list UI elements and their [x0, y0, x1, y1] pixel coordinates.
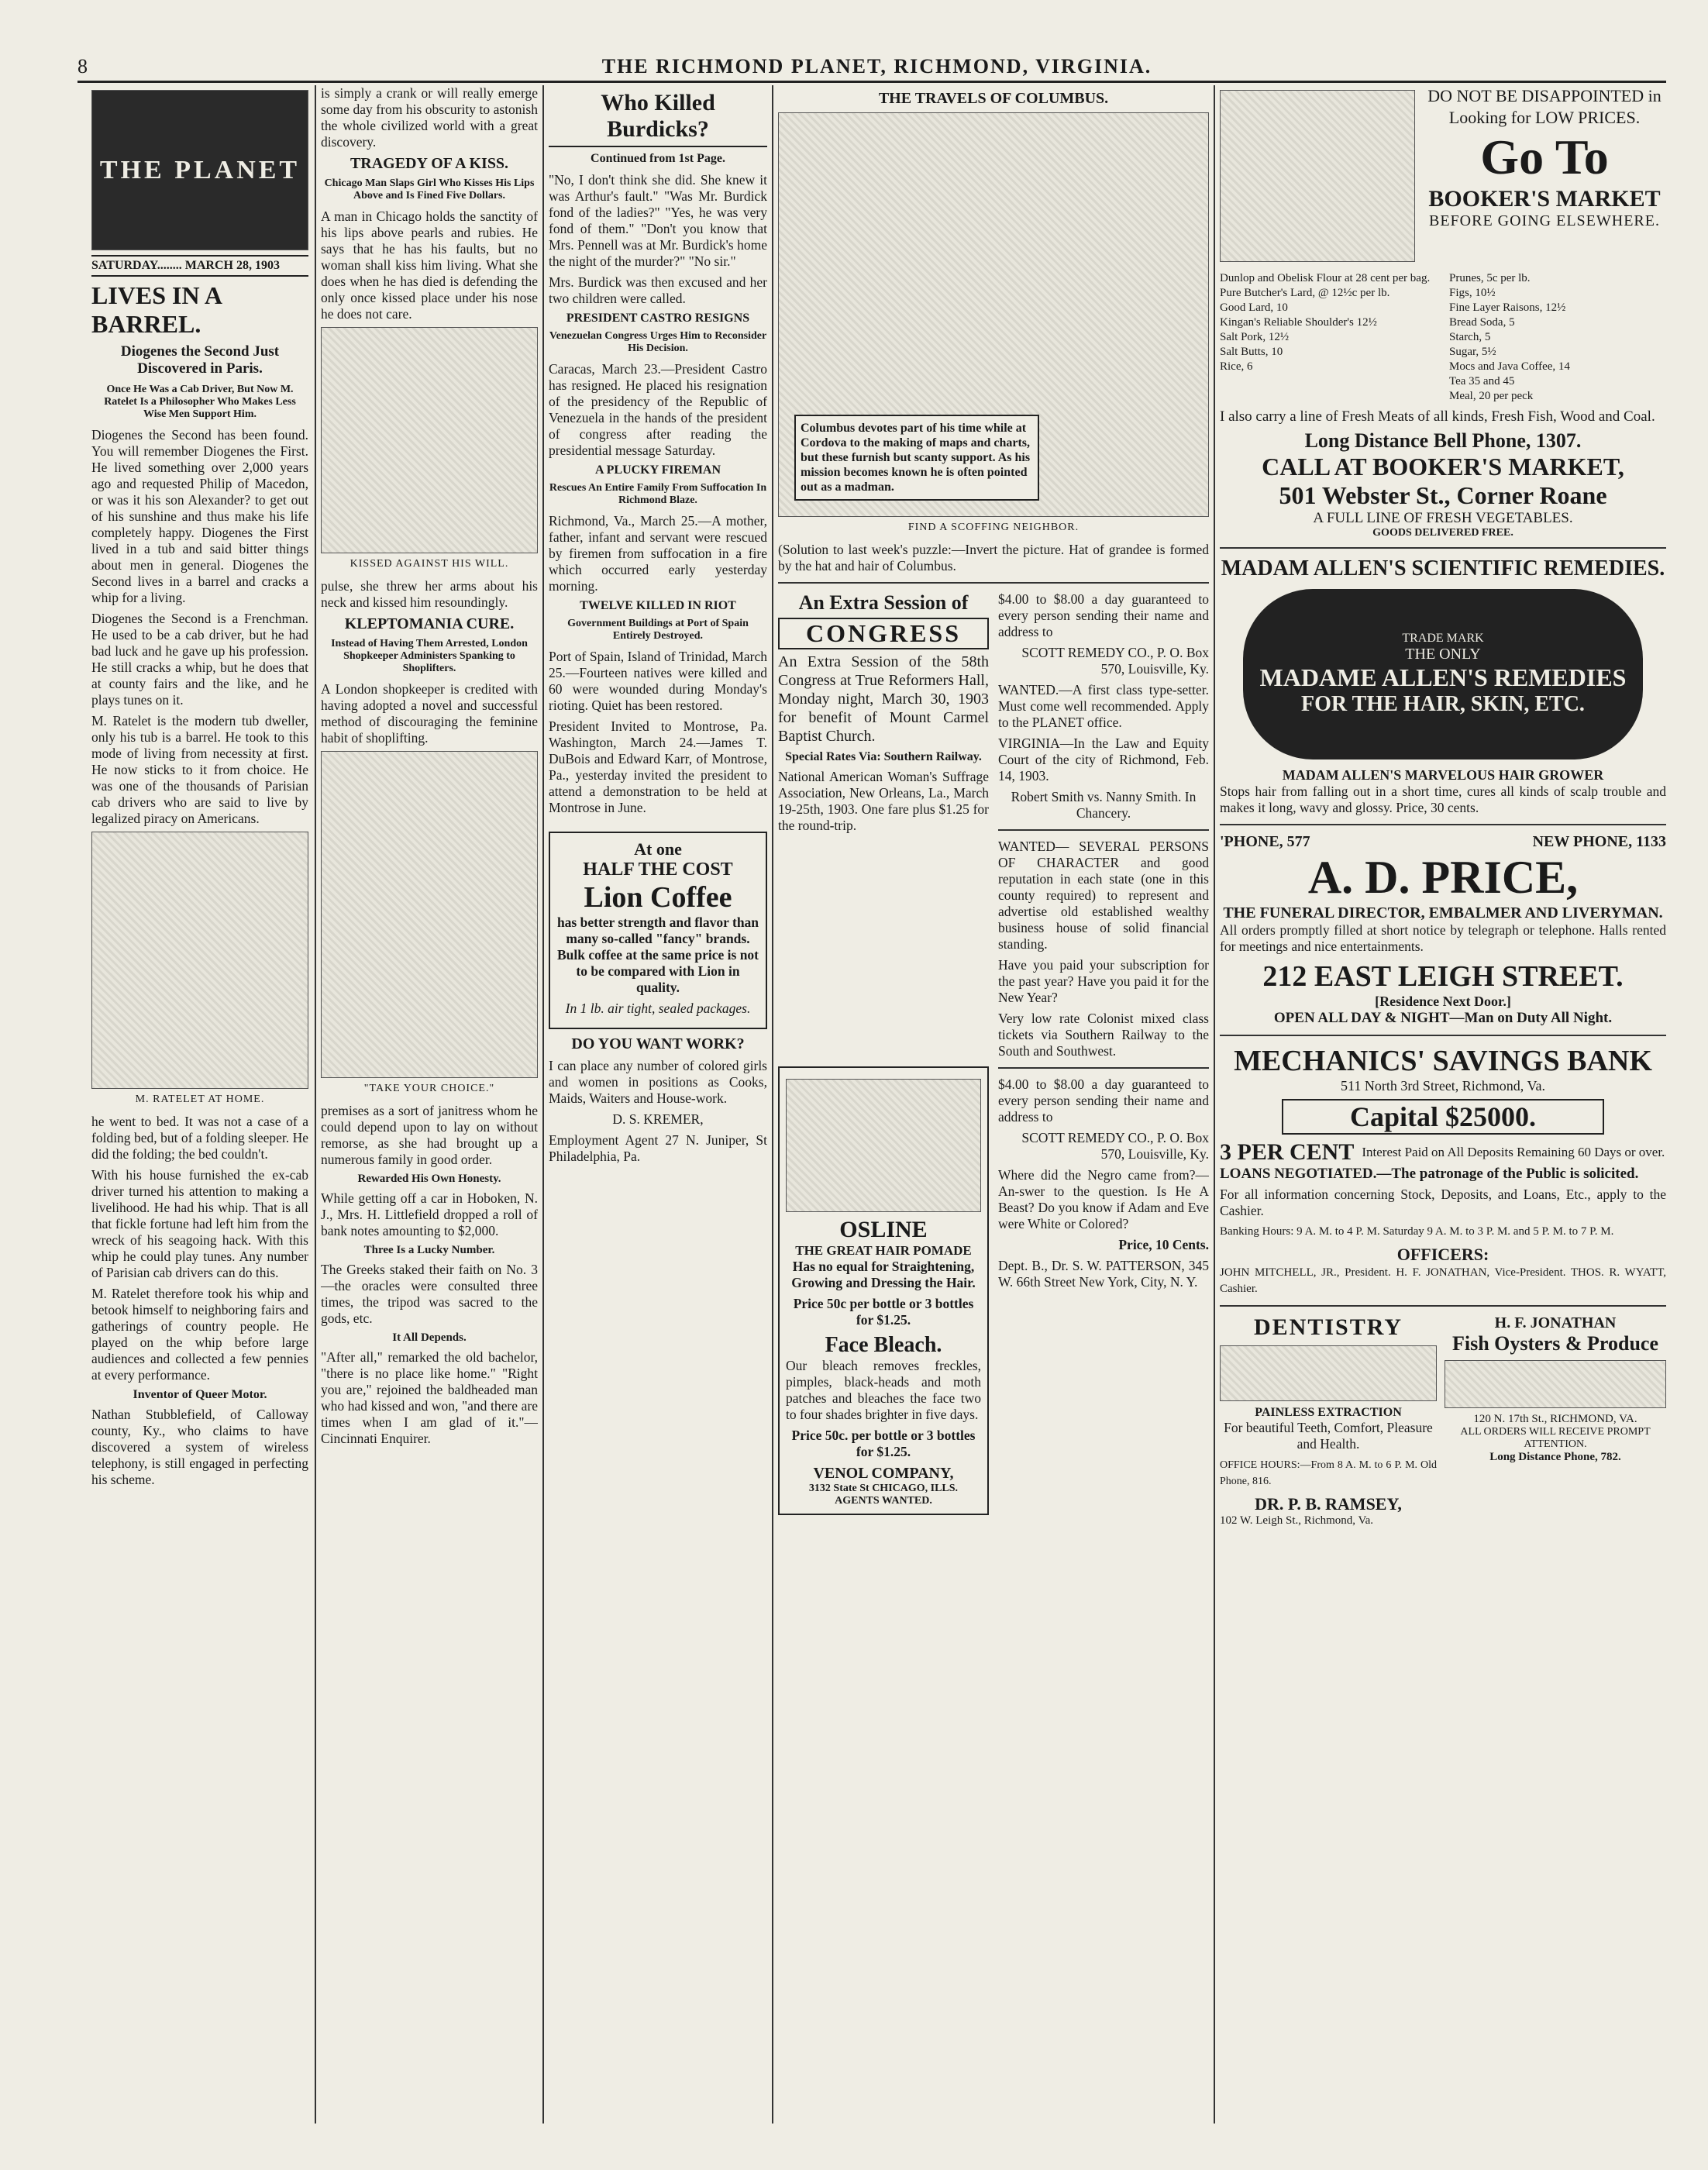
- wanted-pay-2: $4.00 to $8.00 a day guaranteed to every person sending their name and address to: [998, 1076, 1209, 1125]
- funeral-director: THE FUNERAL DIRECTOR, EMBALMER AND LIVERYMAN.: [1223, 904, 1663, 921]
- masthead: [77, 53, 1666, 83]
- puzzle-solution: (Solution to last week's puzzle:—Invert the picture. Hat of grandee is formed by the hat and hair of Columbus.: [778, 542, 1209, 574]
- residence-note: [Residence Next Door.]: [1375, 994, 1511, 1009]
- column-4-lower: [778, 591, 989, 1521]
- column-6-7: [1220, 85, 1666, 2124]
- column-rule: [1214, 85, 1215, 2124]
- work-heading: DO YOU WANT WORK?: [571, 1035, 745, 1052]
- illustration-caption: "TAKE YOUR CHOICE.": [363, 1083, 495, 1094]
- article-para: With his house furnished the ex-cab driver turned his attention to making a livelihood. He had his whip. That is all that fickle fortune had left him from the wreck of his seagoing hack. With this whip he could play tunes. Any number of Parisian cab drivers can do this.: [91, 1167, 308, 1280]
- special-rates-heading: Special Rates Via: Southern Railway.: [785, 750, 982, 763]
- planet-logo: THE PLANET: [91, 90, 308, 250]
- heading-honesty: Rewarded His Own Honesty.: [357, 1173, 501, 1185]
- article-para: Mrs. Burdick was then excused and her two children were called.: [549, 274, 767, 306]
- fish-ad: H. F. JONATHAN Fish Oysters & Produce 120 N. 17th St., RICHMOND, VA. ALL ORDERS WILL RECEIVE PROMPT ATTENTION. Long Distance Phone, 782.: [1445, 1314, 1666, 1528]
- virginia-notice: VIRGINIA—In the Law and Equity Court of the city of Richmond, Feb. 14, 1903.: [998, 735, 1209, 784]
- booker-ad-top: DO NOT BE DISAPPOINTED in Looking for LOW PRICES. Go To BOOKER'S MARKET BEFORE GOING ELSEWHERE.: [1220, 85, 1666, 267]
- dentistry-ad: DENTISTRY PAINLESS EXTRACTION For beautiful Teeth, Comfort, Pleasure and Health. OFFICE HOURS:—From 8 A. M. to 6 P. M. Old Phone, 816. DR. P. B. RAMSEY, 102 W. Leigh St., Richmond, Va.: [1220, 1314, 1437, 1527]
- subscribe-notice: Have you paid your subscription for the past year? Have you paid it for the New Year?: [998, 957, 1209, 1005]
- cartoon-title: THE TRAVELS OF COLUMBUS.: [878, 90, 1109, 107]
- scott-remedy: SCOTT REMEDY CO., P. O. Box 570, Louisville, Ky.: [1021, 645, 1209, 677]
- work-signature: D. S. KREMER,: [612, 1111, 704, 1127]
- article-para: Richmond, Va., March 25.—A mother, father, infant and servant were rescued by firemen from suffocation in a fire which occurred early yesterday morning.: [549, 513, 767, 594]
- allen-trademark-emblem: TRADE MARK THE ONLY MADAME ALLEN'S REMEDIES FOR THE HAIR, SKIN, ETC.: [1243, 589, 1643, 760]
- hair-grower-heading: MADAM ALLEN'S MARVELOUS HAIR GROWER: [1282, 767, 1604, 783]
- columbus-cartoon: [778, 112, 1209, 517]
- price-orders: All orders promptly filled at short notice by telegraph or telephone. Halls rented for meetings and nice entertainments.: [1220, 922, 1666, 954]
- special-rates-text: National American Woman's Suffrage Association, New Orleans, La., March 19-25th, 1903. One fare plus $1.25 for the round-trip.: [778, 769, 989, 833]
- call-at-booker: CALL AT BOOKER'S MARKET,: [1262, 453, 1624, 480]
- officers-heading: OFFICERS:: [1396, 1245, 1489, 1264]
- hair-grower-text: Stops hair from falling out in a short time, cures all kinds of scalp trouble and makes it long, wavy and glossy. Price, 30 cents.: [1220, 784, 1666, 815]
- article-para: While getting off a car in Hoboken, N. J., Mrs. H. Littlefield dropped a roll of bank notes amounting to $2,000.: [321, 1190, 538, 1238]
- wanted-pay: $4.00 to $8.00 a day guaranteed to every person sending their name and address to: [998, 591, 1209, 639]
- lion-coffee-name: Lion Coffee: [584, 881, 732, 914]
- booker-phone: Long Distance Bell Phone, 1307.: [1304, 429, 1582, 452]
- article-para: Diogenes the Second is a Frenchman. He used to be a cab driver, but he had bad luck and he gave up his profession. He still cracks a whip, but he does that at county fairs and the like, and he plays tunes on it.: [91, 611, 308, 708]
- article-para: he went to bed. It was not a case of a folding bed, but of a folding sleeper. He did the folding; the bed couldn't.: [91, 1114, 308, 1162]
- negro-price: Price, 10 Cents.: [1118, 1237, 1209, 1252]
- bank-address: 511 North 3rd Street, Richmond, Va.: [1341, 1078, 1545, 1094]
- article-para: Diogenes the Second has been found. You will remember Diogenes the First. He lived something over 2,000 years ago and requested Philip of Macedon, or was it his son Alexander? to get out of his sunshine and thus make his life completely happy. Diogenes the First lived in a tub and said bitter things about men in general. Diogenes the Second lives in a barrel and cracks a whip for a living.: [91, 427, 308, 605]
- headline-kleptomania: KLEPTOMANIA CURE.: [344, 615, 515, 632]
- congress-banner: CONGRESS: [778, 618, 989, 649]
- article-para: M. Ratelet therefore took his whip and betook himself to neighboring fairs and gatherings of country people. He played on the whip before large audiences and collected a few pennies at every performance.: [91, 1286, 308, 1383]
- article-para: "No, I don't think she did. She knew it was Arthur's fault." "Was Mr. Burdick fond of the ladies?" "Yes, he was very fond of them." "Don't you know that Mrs. Pennell was at Mr. Burdick's home the night of the murder?" "No sir.": [549, 172, 767, 269]
- column-5-lower: [998, 591, 1209, 1521]
- subhead-kleptomania: Instead of Having Them Arrested, London Shopkeeper Administers Spanking to Shoplifters.: [331, 638, 528, 674]
- booker-portrait: [1220, 90, 1415, 262]
- teeth-illustration: [1220, 1345, 1437, 1401]
- ad-price-name: A. D. PRICE,: [1307, 852, 1579, 903]
- typesetter-wanted: WANTED.—A first class type-setter. Must come well recommended. Apply to the PLANET office.: [998, 682, 1209, 730]
- inventor-heading: Inventor of Queer Motor.: [133, 1388, 267, 1401]
- date-line: SATURDAY........ MARCH 28, 1903: [91, 255, 308, 277]
- article-para: President Invited to Montrose, Pa. Washington, March 24.—James T. DuBois and Edward Karr, of Montrose, Pa., yesterday invited the president to attend a demonstration to be held at Montrose in June.: [549, 718, 767, 815]
- extra-session-heading: An Extra Session of: [798, 591, 969, 614]
- interest-rate: 3 PER CENT: [1220, 1139, 1355, 1165]
- officers-list: JOHN MITCHELL, JR., President. H. F. JONATHAN, Vice-President. THOS. R. WYATT, Cashier.: [1220, 1266, 1666, 1295]
- page-number: 8: [77, 55, 88, 78]
- headline-kiss: TRAGEDY OF A KISS.: [350, 155, 509, 172]
- article-para: pulse, she threw her arms about his neck and kissed him resoundingly.: [321, 578, 538, 610]
- goods-delivered: GOODS DELIVERED FREE.: [1372, 527, 1513, 539]
- column-rule: [772, 85, 773, 2124]
- subhead-castro: Venezuelan Congress Urges Him to Reconsider His Decision.: [549, 330, 767, 354]
- article-para: is simply a crank or will really emerge some day from his obscurity to astonish the whole civilized world with a great discovery.: [321, 85, 538, 150]
- column-rule: [542, 85, 544, 2124]
- column-rule: [315, 85, 316, 2124]
- column-1: [91, 85, 308, 2124]
- headline-castro: PRESIDENT CASTRO RESIGNS: [566, 312, 750, 325]
- illustration-caption: M. RATELET AT HOME.: [135, 1094, 265, 1105]
- osline-portrait: [786, 1079, 981, 1212]
- extra-session-text: An Extra Session of the 58th Congress at True Reformers Hall, Monday night, March 30, 1903 for benefit of Mount Carmel Baptist Church.: [778, 653, 989, 745]
- article-para: Caracas, March 23.—President Castro has resigned. He placed his resignation of the presidency of the Republic of Venezuela in the hands of the president of congress after reading the presidential message Saturday.: [549, 361, 767, 458]
- banking-hours: Banking Hours: 9 A. M. to 4 P. M. Saturday 9 A. M. to 3 P. M. and 5 P. M. to 7 P. M.: [1220, 1225, 1614, 1238]
- virginia-parties: Robert Smith vs. Nanny Smith. In Chancery.: [1011, 789, 1197, 821]
- ratelet-illustration: [91, 832, 308, 1089]
- price-list: Dunlop and Obelisk Flour at 28 cent per bag. Prunes, 5c per lb. Pure Butcher's Lard, @ 12½c per lb. Figs, 10½ Good Lard, 10 Fine Layer Raisons, 12½ Kingan's Reliable Shoulder's 12½ Bread Soda, 5 Salt Pork, 12½ Starch, 5 Salt Butts, 10 Sugar, 5½ Rice, 6 Mocs and Java Coffee, 14 Tea 35 and 45 Meal, 20 per peck: [1220, 272, 1570, 402]
- subhead-riot: Government Buildings at Port of Spain Entirely Destroyed.: [567, 618, 749, 642]
- price-phones: 'PHONE, 577 NEW PHONE, 1133: [1220, 833, 1666, 850]
- newspaper-title: THE RICHMOND PLANET, RICHMOND, VIRGINIA.: [601, 55, 1152, 78]
- osline-ad: OSLINE THE GREAT HAIR POMADE Has no equal for Straightening, Growing and Dressing the Hair. Price 50c per bottle or 3 bottles for $1.25. Face Bleach. Our bleach removes freckles, pimples, black-heads and moth patches and bleaches the face two to four shades brighter in five days. Price 50c. per bottle or 3 bottles for $1.25. VENOL COMPANY, 3132 State St CHICAGO, ILLS. AGENTS WANTED.: [778, 1066, 989, 1515]
- continued-line: Continued from 1st Page.: [591, 152, 725, 165]
- work-address: Employment Agent 27 N. Juniper, St Philadelphia, Pa.: [549, 1132, 767, 1164]
- leigh-street: 212 EAST LEIGH STREET.: [1262, 960, 1624, 993]
- headline-riot: TWELVE KILLED IN RIOT: [580, 599, 736, 612]
- article-para: Port of Spain, Island of Trinidad, March 25.—Fourteen natives were killed and 60 were wounded during Monday's rioting. Quiet has been restored.: [549, 649, 767, 713]
- shopkeeper-illustration: [321, 751, 538, 1078]
- subhead-diogenes: Diogenes the Second Just Discovered in Paris.: [120, 343, 280, 377]
- allen-heading: MADAM ALLEN'S SCIENTIFIC REMEDIES.: [1221, 556, 1665, 580]
- column-2: [321, 85, 538, 2124]
- subhead-kiss: Chicago Man Slaps Girl Who Kisses His Lips Above and Is Fined Five Dollars.: [324, 177, 535, 202]
- lion-coffee-ad: At one HALF THE COST Lion Coffee has better strength and flavor than many so-called "fancy" brands. Bulk coffee at the same price is not to be compared with Lion in quality. In 1 lb. air tight, sealed packages.: [549, 832, 767, 1029]
- bank-name: MECHANICS' SAVINGS BANK: [1234, 1045, 1652, 1077]
- booker-address: 501 Webster St., Corner Roane: [1279, 481, 1607, 509]
- loans-negotiated: LOANS NEGOTIATED.—The patronage of the Public is solicited.: [1220, 1166, 1639, 1182]
- heading-lucky: Three Is a Lucky Number.: [363, 1244, 495, 1256]
- article-para: I can place any number of colored girls and women in positions as Cooks, Maids, Waiters and House-work.: [549, 1058, 767, 1106]
- cartoon-caption: Columbus devotes part of his time while at Cordova to the making of maps and charts, but these furnish but scanty support. As his mission becomes known he is often pointed out as a madman.: [794, 415, 1039, 501]
- article-para: A man in Chicago holds the sanctity of his lips above pearls and rubies. He says that he has his faults, but no woman shall kiss him living. What she does when he has died is defending the only once kissed place under his nose he does not care.: [321, 208, 538, 322]
- goto-heading: Go To: [1480, 129, 1609, 184]
- low-rate-notice: Very low rate Colonist mixed class tickets via Southern Railway to the South and Southwest.: [998, 1011, 1209, 1059]
- vegetables: A FULL LINE OF FRESH VEGETABLES.: [1313, 510, 1573, 526]
- bank-capital: Capital $25000.: [1282, 1099, 1604, 1135]
- puzzle-caption: FIND A SCOFFING NEIGHBOR.: [907, 522, 1080, 533]
- deck-ratelet: Once He Was a Cab Driver, But Now M. Ratelet Is a Philosopher Who Makes Less Wise Men Support Him.: [104, 384, 296, 420]
- headline-burdicks: Who Killed Burdicks?: [549, 90, 767, 147]
- negro-address: Dept. B., Dr. S. W. PATTERSON, 345 W. 66th Street New York, City, N. Y.: [998, 1258, 1209, 1290]
- article-para: M. Ratelet is the modern tub dweller, only his tub is a barrel. He took to this mode of living from necessity at first. He now sticks to it from choice. He was one of the thousands of Parisian cab drivers who are said to live by legalized piracy on Americans.: [91, 713, 308, 826]
- column-3: [549, 85, 767, 2124]
- article-para: premises as a sort of janitress whom he could depend upon to lay on without remorse, as she had brought up a numerous family in good order.: [321, 1103, 538, 1167]
- interest-text: Interest Paid on All Deposits Remaining 60 Days or over.: [1362, 1145, 1665, 1159]
- bank-info: For all information concerning Stock, Deposits, and Loans, Etc., apply to the Cashier.: [1220, 1187, 1666, 1218]
- article-para: The Greeks staked their faith on No. 3—the oracles were consulted three times, the tripod was sacred to the gods, etc.: [321, 1262, 538, 1326]
- kiss-illustration: [321, 327, 538, 553]
- article-para: Nathan Stubblefield, of Calloway county, Ky., who claims to have discovered a system of wireless telephony, is still engaged in perfecting his scheme.: [91, 1407, 308, 1487]
- article-para: A London shopkeeper is credited with having adopted a novel and successful method of discouraging the feminine habit of shoplifting.: [321, 681, 538, 746]
- fresh-meats: I also carry a line of Fresh Meats of all kinds, Fresh Fish, Wood and Coal.: [1220, 408, 1655, 425]
- subhead-fireman: Rescues An Entire Family From Suffocation In Richmond Blaze.: [549, 482, 767, 506]
- headline-fireman: A PLUCKY FIREMAN: [594, 463, 721, 477]
- scott-remedy-2: SCOTT REMEDY CO., P. O. Box 570, Louisville, Ky.: [1021, 1130, 1209, 1162]
- headline-barrel: LIVES IN A BARREL.: [91, 281, 222, 338]
- illustration-caption: KISSED AGAINST HIS WILL.: [350, 558, 509, 570]
- negro-question: Where did the Negro came from?—An-swer to the question. Is He A Beast? Do you know if Adam and Eve were White or Colored?: [998, 1167, 1209, 1231]
- column-4-5: [778, 85, 1209, 2124]
- wanted-persons: WANTED— SEVERAL PERSONS OF CHARACTER and good reputation in each state (one in this county required) to represent and advertise old established wealthy business house of solid financial standing.: [998, 839, 1209, 952]
- article-para: "After all," remarked the old bachelor, "there is no place like home." "Right you are," rejoined the baldheaded man who had kissed and won, "and there are times when I am glad of it."—Cincinnati Enquirer.: [321, 1349, 538, 1446]
- open-all-day: OPEN ALL DAY & NIGHT—Man on Duty All Night.: [1273, 1010, 1613, 1026]
- fish-illustration: [1445, 1360, 1666, 1408]
- heading-depends: It All Depends.: [392, 1331, 467, 1344]
